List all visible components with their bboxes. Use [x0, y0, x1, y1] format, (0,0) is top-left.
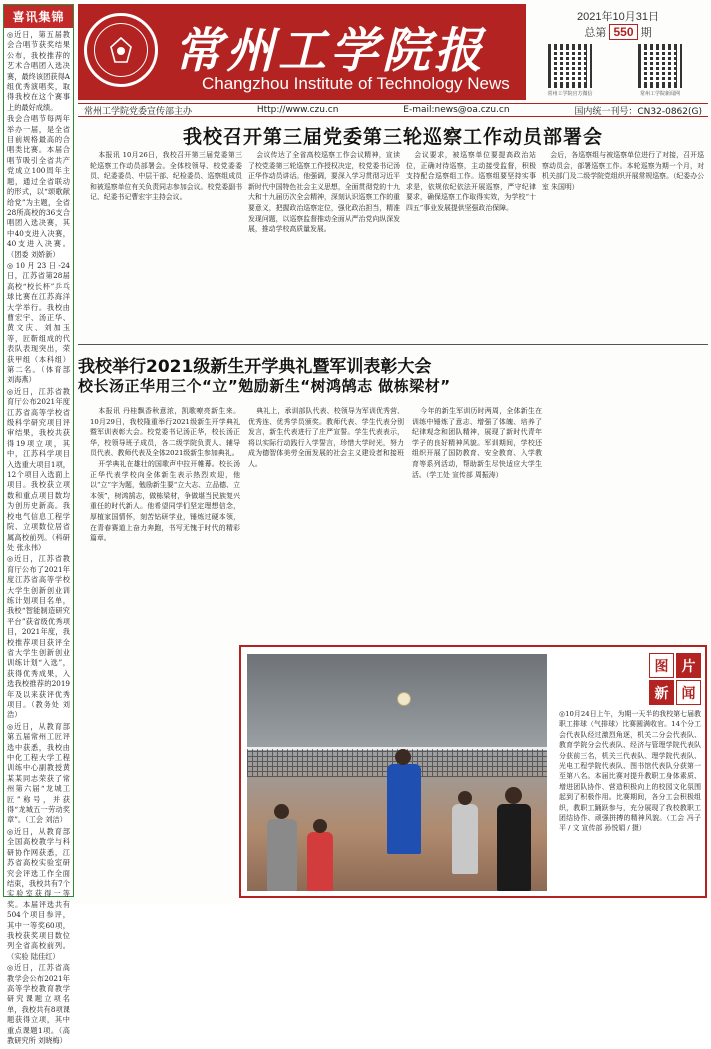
news-brief-text — [4, 28, 73, 1049]
news-brief-title: 喜讯集锦 — [4, 5, 73, 28]
article1-col4: 会后，各巡察组与被巡察单位进行了对接，召开巡察动员会，部署巡察工作。本轮巡察为期一个月，对机关部门及二级学院党组织开展常规巡察。（纪委办公室 朱国明） — [542, 151, 704, 191]
article1-headline: 我校召开第三届党委第三轮巡察工作动员部署会 — [182, 126, 603, 148]
newspaper-title: 常州工学院报 — [174, 23, 487, 79]
news-brief-column — [3, 4, 74, 1045]
article2-col1: 本报讯 丹桂飘香秋意浓，凯歌嘹亮新生来。10月29日，我校隆重举行2021级新生开学典礼暨军训表彰大会。校党委书记汤正华，校长汤正华，校领导班子成员，各二级学院负责人、辅导员代表、教师代表及全体2021级新生参加典礼。 开学典礼在雄壮的国歌声中拉开帷幕。校长汤正华代表学校向全体新生表示热烈欢迎，他以“立”字为题，勉励新生要“立大志、立品德、立本领”，树鸿鹄志，做栋梁材，争做堪当民族复兴重任的时代新人。他希望同学们坚定理想信念，厚植家国情怀，刻苦钻研学业，锤炼过硬本领，在青春赛道上奋力奔跑，书写无愧于时代的精彩篇章。 — [90, 407, 240, 543]
logo-emblem-icon — [106, 35, 136, 65]
wechat-qr-code-icon[interactable] — [548, 44, 592, 88]
brief-item: ◎10月23日-24日，江苏省第28届高校“校长杯”乒乓球比赛在江苏海洋大学举行。我校由曹宏宇、汤正华、黄文庆、刘加玉等，匠靳组成的代表队表现突出，荣获甲组（本科组）第二名。（体育部 刘海燕） — [7, 260, 70, 385]
website-link[interactable]: Http://www.czu.cn — [256, 105, 339, 115]
article2-subheadline: 校长汤正华用三个“立”勉励新生“树鸿鹄志 做栋梁材” — [78, 377, 451, 395]
brief-item: ◎近日，从教育部第五届常州工匠评选中获悉，我校由中化工程大学工程训练中心副教授黄某某同志荣获了常州第六届“龙城工匠”称号，并获得“龙城五一劳动奖章”。（工会 刘洁） — [7, 721, 70, 825]
volleyball-photo[interactable] — [247, 654, 547, 891]
article2-col4 — [550, 352, 704, 642]
article1-col2: 会议传达了全省高校巡察工作会议精神，宣读了校党委第三轮巡察工作授权决定，校党委书记汤正华作动员讲话。他强调，要深入学习贯彻习近平新时代中国特色社会主义思想，全面贯彻党的十九大和十九届历次全会精神，深刻认识巡察工作的重要意义，把握政治巡察定位，强化政治担当，精准发现问题，以巡察监督推动全面从严治党向纵深发展，推动学校高质量发展。 — [248, 151, 400, 234]
publisher: 常州工学院党委宣传部主办 — [84, 106, 193, 117]
brief-item: ◎近日，第五届教会合唱节获奖结果公布，我校推荐的艺术合唱团入选决赛，最终该团获得A组优秀演唱奖，取得我校在这个赛事上的最好成绩。 — [7, 30, 70, 112]
issue-number: 总第 550 期 — [584, 25, 652, 39]
publisher-info-bar — [78, 103, 708, 117]
cn-number: 国内统一刊号：CN32-0862(G) — [574, 106, 702, 117]
photo-news-box — [239, 645, 707, 898]
player — [307, 832, 333, 891]
player — [452, 804, 478, 874]
volleyball — [397, 692, 411, 706]
photo-news-badge: 图 片 新 闻 — [649, 653, 701, 705]
brief-item: ◎近日，江苏省高教学会公布2021年高等学校教育教学研究课题立项名单，我校共有8项课题获得立项，其中重点课题1项。（高教研究所 刘晓梅） — [7, 963, 70, 1045]
qr-label: 常州工学院官方微信 — [547, 91, 593, 97]
email-link[interactable]: E-mail:news@oa.czu.cn — [403, 105, 510, 115]
brief-item: 我会合唱节每两年举办一届，是全省目前规格最高的合唱类比赛。本届合唱节吸引全省共产党成立100周年主题，通过全省联动的形式，以“颂歌献给党”为主题，全省28所高校的36支合唱团入选决赛，其中40支进入决赛，40支进入决赛。（团委 刘娇新） — [7, 114, 70, 259]
article2-col3: 今年的新生军训历时两周，全体新生在训练中锤炼了意志、增强了体魄、培养了纪律观念和团队精神，展现了新时代青年学子的良好精神风貌。军训期间，学校还组织开展了国防教育、安全教育、入学教育等系列活动，帮助新生尽快适应大学生活。（学工处 宣传部 周振涛） — [412, 407, 542, 479]
photo-caption: ◎10月24日上午，为期一天半的我校第七届教职工排球（气排球）比赛圆满收官。14个分工会代表队经过激烈角逐，机关二分会代表队、教育学院分会代表队、经济与管理学院代表队分获前三名，机关三代表队、理学院代表队、光电工程学院代表队、图书馆代表队分获第一至第八名。本届比赛对提升教职工身体素质、增进团队协作、营造积极向上的校园文化氛围起到了积极作用。比赛期间，各分工会积极组织，教职工踊跃参与，充分展现了我校教职工团结协作、顽强拼搏的精神风貌。（工会 冯子平 / 文 宣传部 孙悦娟 / 摄） — [559, 710, 701, 833]
brief-item: ◎近日，从教育部全国高校教学与科研协作网获悉，江苏省高校实验室研究会评选工作全面结束，我校共有7个实验室获得一等奖。本届评选共有504个项目参评，其中一等奖60项，我校获奖项目数位列全省高校前列。（实验 陆佳红） — [7, 826, 70, 961]
masthead — [78, 4, 526, 100]
newspaper-title-english: Changzhou Institute of Technology News — [202, 74, 510, 93]
section-divider — [78, 344, 708, 345]
article1-col3: 会议要求，被巡察单位要提高政治站位，正确对待巡察，主动接受监督，积极支持配合巡察组工作。巡察组要坚持实事求是，依规依纪依法开展巡察，严守纪律要求，确保巡察工作取得实效，为学校“十四五”事业发展提供坚强政治保障。 — [406, 151, 536, 212]
brief-item: ◎近日，江苏省教育厅公布了2021年度江苏省高等学校大学生创新创业训练计划项目名单，我校“智能制造研究平台”获省级优秀项目，2021年度，我校推荐项目获评全省大学生创新创业训练计划“入选”，获得优秀成果，入选我校推荐的2019年及以来获评优秀项目。（教务处 刘浩） — [7, 554, 70, 720]
player — [267, 819, 297, 891]
issue-date: 2021年10月31日 — [577, 11, 659, 23]
qr-label: 常州工学院新闻网 — [639, 91, 680, 97]
issue-info — [530, 6, 706, 100]
brief-item: ◎近日，江苏省教育厅公布2021年度江苏省高等学校省级科学研究项目评审结果，我校共获得19项立项，其中，江苏科学项目入选重大项目1项，12个项目入选面上项目。我校获立项数和重点项目数均为创历史新高。我校电气信息工程学院、立项数位居省属高校前列。（科研处 张永伟） — [7, 386, 70, 552]
player — [497, 804, 531, 891]
article1-col1: 本报讯 10月26日，我校召开第三届党委第三轮巡察工作动员部署会。全体校领导、校党委委员、纪委委员、中层干部、纪检委员、巡察组成员和被巡察单位有关负责同志参加会议。校党委副书记、纪委书记曹宏宇主持会议。 — [90, 151, 242, 202]
school-logo — [84, 13, 158, 87]
website-qr-code-icon[interactable] — [638, 44, 682, 88]
player — [387, 764, 421, 854]
article2-headline: 我校举行2021级新生开学典礼暨军训表彰大会 — [78, 357, 432, 377]
article2-col2: 典礼上，承训部队代表、校领导为军训优秀营、优秀连、优秀学员颁奖。教师代表、学生代表分别发言，新生代表进行了庄严宣誓。学生代表表示，将以实际行动践行入学誓言，珍惜大学时光，努力成为德智体美劳全面发展的社会主义建设者和接班人。 — [248, 407, 404, 468]
issue-number-value: 550 — [609, 24, 637, 40]
school-logo-emblem — [94, 23, 148, 77]
